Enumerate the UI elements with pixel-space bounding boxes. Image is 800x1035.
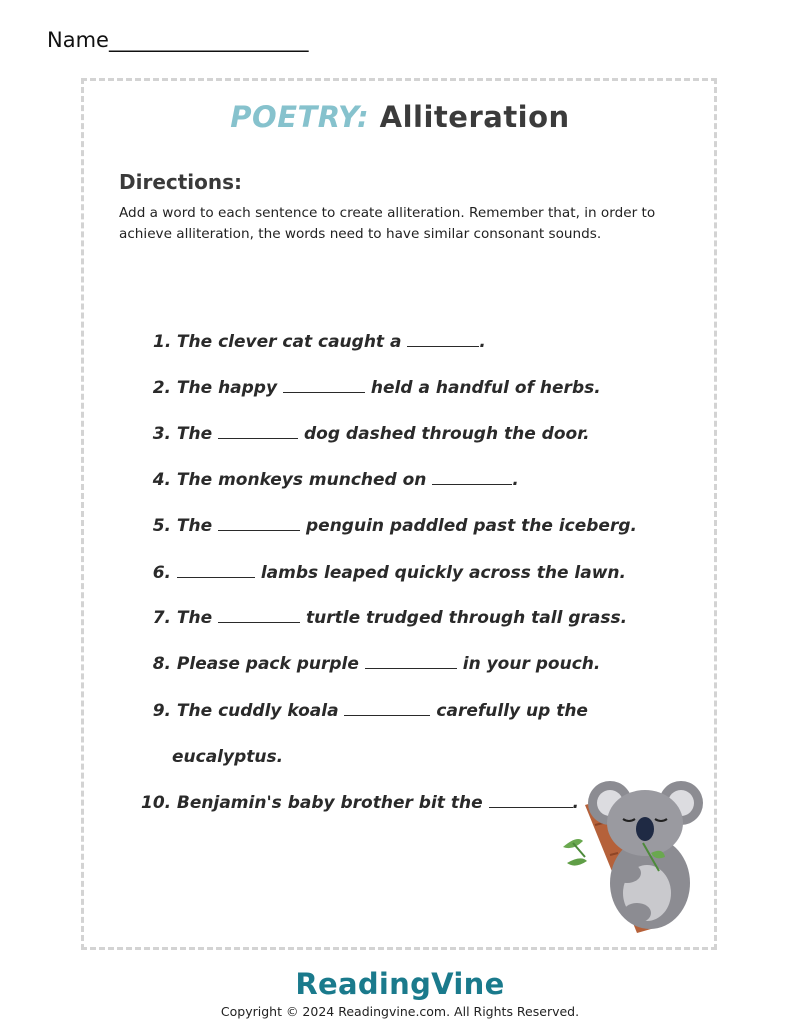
- brand-logo: ReadingVine: [295, 967, 505, 1001]
- directions-heading: Directions:: [119, 170, 243, 194]
- answer-blank[interactable]: [283, 378, 365, 393]
- item-text-before: The cuddly koala: [176, 701, 345, 721]
- item-number: 8.: [152, 654, 171, 674]
- item-text-before: The monkeys munched on: [176, 470, 433, 490]
- item-text-after: held a handful of herbs.: [364, 378, 601, 398]
- item-number: 10.: [141, 793, 172, 813]
- item-text-after: turtle trudged through tall grass.: [300, 608, 628, 628]
- item-number: 1.: [153, 332, 172, 352]
- answer-blank[interactable]: [432, 470, 512, 485]
- exercise-item-10: [141, 793, 579, 813]
- answer-blank[interactable]: [407, 332, 479, 347]
- answer-blank[interactable]: [344, 701, 430, 716]
- copyright-text: Copyright © 2024 Readingvine.com. All Rights Reserved.: [220, 1004, 580, 1019]
- name-line: Name___________________: [47, 28, 309, 52]
- exercise-item-7: [150, 608, 627, 628]
- title-alliteration: Alliteration: [379, 100, 570, 134]
- item-text-before: The clever cat caught a: [176, 332, 408, 352]
- answer-blank[interactable]: [177, 563, 255, 578]
- item-number: 2.: [152, 378, 171, 398]
- directions-text: Add a word to each sentence to create alliteration. Remember that, in order to achieve alliteration, the words need to have similar consonant sounds.: [119, 205, 656, 242]
- exercise-item-4: [150, 470, 519, 490]
- answer-blank[interactable]: [218, 516, 300, 531]
- item-number: 5.: [152, 516, 171, 536]
- item-text-after: penguin paddled past the iceberg.: [300, 516, 637, 536]
- answer-blank[interactable]: [365, 654, 457, 669]
- exercise-item-1: [153, 332, 486, 352]
- answer-blank[interactable]: [218, 424, 298, 439]
- item-text-before: Please pack purple: [176, 654, 365, 674]
- item-text-after: dog dashed through the door.: [298, 424, 590, 444]
- exercise-item-9: [150, 701, 588, 721]
- koala-illustration: [555, 775, 705, 935]
- item-text-before: The happy: [176, 378, 283, 398]
- item-text-before: The: [176, 608, 219, 628]
- item-text-before: Benjamin's baby brother bit the: [176, 793, 489, 813]
- item-text-after: lambs leaped quickly across the lawn.: [254, 563, 626, 583]
- item-number: 9.: [152, 701, 171, 721]
- item-text-after: carefully up the: [430, 701, 588, 721]
- item-text-before: The: [176, 516, 219, 536]
- item-text-after: .: [512, 470, 519, 490]
- item-text-before: The: [176, 424, 219, 444]
- item-text-after: in your pouch.: [456, 654, 601, 674]
- exercise-item-8: [150, 654, 600, 674]
- exercise-item-9-continuation: eucalyptus.: [172, 747, 284, 767]
- item-number: 6.: [152, 563, 171, 583]
- title-poetry: POETRY:: [230, 100, 370, 134]
- item-number: 3.: [152, 424, 171, 444]
- exercise-item-5: [150, 516, 637, 536]
- item-number: 4.: [152, 470, 171, 490]
- exercise-item-3: [150, 424, 590, 444]
- exercise-item-6: [150, 563, 626, 583]
- answer-blank[interactable]: [218, 608, 300, 623]
- item-text-after: .: [479, 332, 486, 352]
- item-text-after: .: [572, 793, 579, 813]
- item-number: 7.: [152, 608, 171, 628]
- exercise-item-2: [150, 378, 601, 398]
